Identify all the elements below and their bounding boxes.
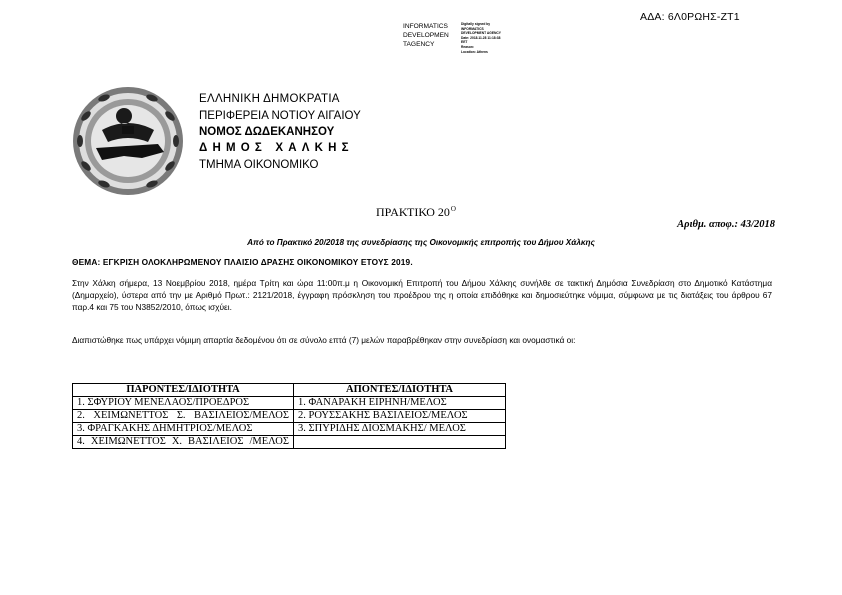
- header-prefecture: ΝΟΜΟΣ ΔΩΔΕΚΑΝΗΣΟΥ: [199, 126, 335, 138]
- ada-code: ΑΔΑ: 6Λ0ΡΩΗΣ-ΖΤ1: [640, 11, 740, 23]
- table-cell: 2. ΧΕΙΜΩΝΕΤΤΟΣ Σ. ΒΑΣΙΛΕΙΟΣ/ΜΕΛΟΣ: [73, 410, 294, 423]
- table-cell: 2. ΡΟΥΣΣΑΚΗΣ ΒΑΣΙΛΕΙΟΣ/ΜΕΛΟΣ: [294, 410, 506, 423]
- signature-detail-line: INFORMATICS: [461, 26, 484, 31]
- signature-detail-line: DEVELOPMENT AGENCY: [461, 31, 501, 36]
- header-republic: ΕΛΛΗΝΙΚΗ ΔΗΜΟΚΡΑΤΙΑ: [199, 93, 340, 105]
- column-header-absent: ΑΠΟΝΤΕΣ/ΙΔΙΟΤΗΤΑ: [294, 384, 506, 397]
- table-cell: 3. ΣΠΥΡΙΔΗΣ ΔΙΟΣΜΑΚΗΣ/ ΜΕΛΟΣ: [294, 423, 506, 436]
- signature-detail-line: Reason:: [461, 44, 475, 49]
- minutes-title-text: ΠΡΑΚΤΙΚΟ 20: [376, 205, 450, 219]
- table-row: [73, 436, 506, 449]
- table-cell: 4. ΧΕΙΜΩΝΕΤΤΟΣ Χ. ΒΑΣΙΛΕΙΟΣ /ΜΕΛΟΣ: [73, 436, 294, 449]
- body-paragraph: Στην Χάλκη σήμερα, 13 Νοεμβρίου 2018, ημέρα Τρίτη και ώρα 11:00π.μ η Οικονομική Επιτροπή του Δήμου Χάλκης συνήλθε σε τακτική Δημόσια Συνεδρίαση στο Δημοτικό Κατάστημα (Δημαρχείο), ύστερα από την με Αριθμό Πρωτ.: 2121/2018, έγγραφη πρόσκληση του προέδρου της η οποία επιδόθηκε και δημοσιεύτηκε νόμιμα, σύμφωνα με τις διατάξεις του άρθρου 67 παρ.4 και 75 του Ν3852/2010, όπως ισχύει.: [72, 278, 772, 312]
- table-cell: 1. ΦΑΝΑΡΑΚΗ ΕΙΡΗΝΗ/ΜΕΛΟΣ: [294, 397, 506, 410]
- quorum-paragraph: Διαπιστώθηκε πως υπάρχει νόμιμη απαρτία δεδομένου ότι σε σύνολο επτά (7) μελών παραβρέθηκαν στην συνεδρίαση και ονομαστικά οι:: [72, 335, 576, 345]
- attendance-table: [72, 383, 506, 449]
- signature-detail-line: Digitally signed by: [461, 22, 491, 26]
- table-cell: 1. ΣΦΥΡΙΟΥ ΜΕΝΕΛΑΟΣ/ΠΡΟΕΔΡΟΣ: [73, 397, 294, 410]
- table-cell: [294, 436, 506, 449]
- document-subtitle: Από το Πρακτικό 20/2018 της συνεδρίασης της Οικονομικής επιτροπής του Δήμου Χάλκης: [247, 238, 595, 247]
- minutes-title: [376, 205, 456, 220]
- signature-details: [461, 22, 531, 54]
- greek-republic-seal-icon: [72, 86, 184, 196]
- document-subject: ΘΕΜΑ: ΕΓΚΡΙΣΗ ΟΛΟΚΛΗΡΩΜΕΝΟΥ ΠΛΑΙΣΙΟ ΔΡΑΣΗΣ ΟΙΚΟΝΟΜΙΚΟΥ ΕΤΟΥΣ 2019.: [72, 257, 413, 267]
- signature-detail-line: Location: Athens: [461, 49, 488, 54]
- signature-label: INFORMATICS DEVELOPMEN TAGENCY: [403, 23, 449, 48]
- signature-detail-line: Date: 2018.11.28 11:18:38: [461, 35, 501, 40]
- signature-detail-line: EET: [461, 40, 468, 45]
- table-header-row: [73, 384, 506, 397]
- table-row: [73, 397, 506, 410]
- decision-number: Αριθμ. αποφ.: 43/2018: [677, 219, 775, 230]
- header-department: ΤΜΗΜΑ ΟΙΚΟΝΟΜΙΚΟ: [199, 159, 319, 171]
- minutes-title-sup: Ο: [450, 205, 456, 213]
- header-municipality: ΔΗΜΟΣ ΧΑΛΚΗΣ: [199, 142, 354, 154]
- column-header-present: ΠΑΡΟΝΤΕΣ/ΙΔΙΟΤΗΤΑ: [73, 384, 294, 397]
- table-row: [73, 423, 506, 436]
- header-region: ΠΕΡΙΦΕΡΕΙΑ ΝΟΤΙΟΥ ΑΙΓΑΙΟΥ: [199, 110, 361, 122]
- table-row: [73, 410, 506, 423]
- table-cell: 3. ΦΡΑΓΚΑΚΗΣ ΔΗΜΗΤΡΙΟΣ/ΜΕΛΟΣ: [73, 423, 294, 436]
